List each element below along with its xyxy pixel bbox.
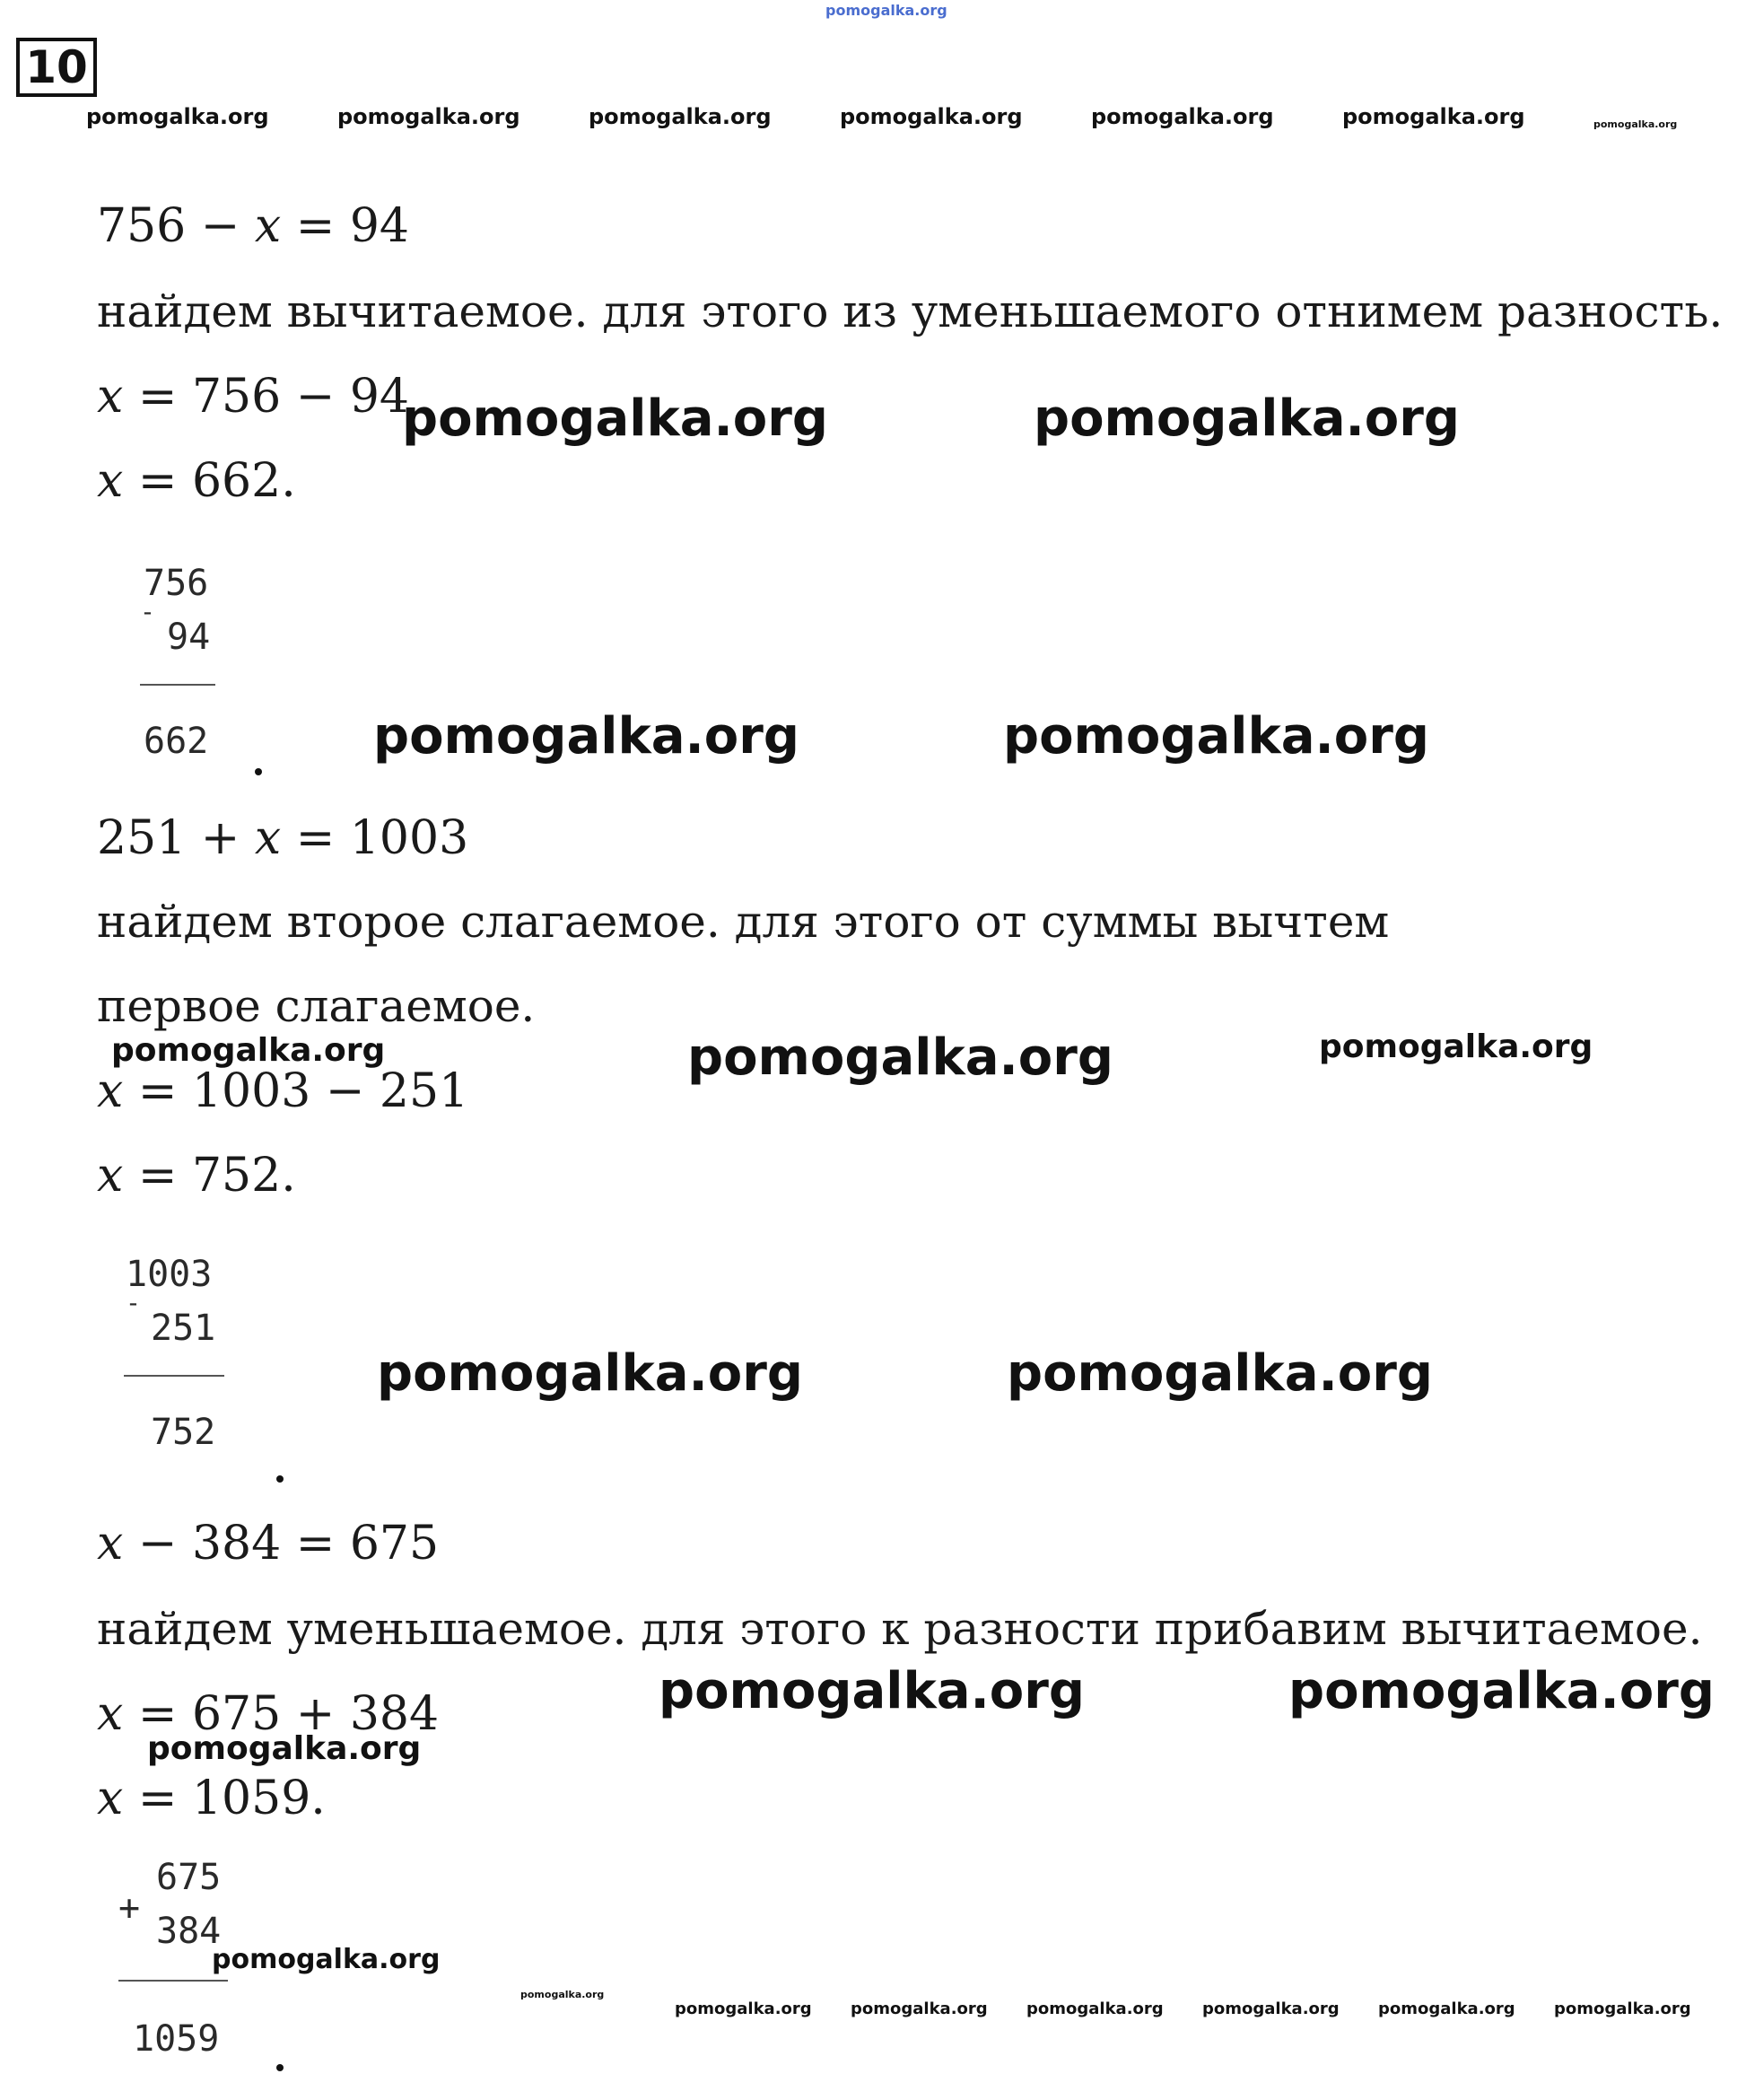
solution-step-3: x = 675 + 384 (97, 1687, 440, 1741)
watermark: pomogalka.org (1593, 118, 1678, 130)
watermark: pomogalka.org (373, 707, 799, 766)
column-rule (124, 1375, 224, 1377)
explanation-2-line-1: найдем второе слагаемое. для этого от суммы вычтем (97, 896, 1390, 948)
column-top-number: 1003 (126, 1254, 213, 1295)
column-result: 662 (144, 721, 209, 762)
watermark: pomogalka.org (687, 1028, 1113, 1087)
column-end-dot (255, 768, 262, 775)
column-top-number: 675 (156, 1857, 222, 1898)
explanation-1: найдем вычитаемое. для этого из уменьшаемого отнимем разность. (97, 285, 1724, 337)
watermark: pomogalka.org (851, 1999, 988, 2018)
watermark: pomogalka.org (1288, 1662, 1715, 1720)
column-end-dot (276, 2064, 284, 2071)
column-bottom-number: 251 (151, 1308, 216, 1349)
column-sign: - (140, 597, 155, 626)
watermark: pomogalka.org (1007, 1344, 1433, 1403)
column-result: 1059 (133, 2018, 220, 2060)
column-result: 752 (151, 1412, 216, 1453)
watermark: pomogalka.org (111, 1032, 386, 1069)
watermark: pomogalka.org (675, 1999, 812, 2018)
watermark: pomogalka.org (1378, 1999, 1515, 2018)
explanation-3: найдем уменьшаемое. для этого к разности прибавим вычитаемое. (97, 1603, 1703, 1655)
answer-2: x = 752. (97, 1149, 296, 1203)
answer-1: x = 662. (97, 454, 296, 508)
watermark: pomogalka.org (1554, 1999, 1691, 2018)
watermark: pomogalka.org (147, 1730, 422, 1767)
column-sign: - (126, 1288, 141, 1317)
solution-step-1: x = 756 − 94 (97, 370, 410, 424)
watermark: pomogalka.org (377, 1344, 803, 1403)
column-bottom-number: 384 (156, 1911, 222, 1952)
watermark: pomogalka.org (337, 104, 520, 129)
watermark: pomogalka.org (86, 104, 269, 129)
column-bottom-number: 94 (167, 617, 211, 658)
watermark: pomogalka.org (1342, 104, 1525, 129)
watermark: pomogalka.org (1319, 1028, 1593, 1065)
watermark: pomogalka.org (840, 104, 1023, 129)
equation-2: 251 + x = 1003 (97, 811, 469, 865)
watermark: pomogalka.org (1091, 104, 1274, 129)
watermark: pomogalka.org (402, 389, 828, 448)
column-rule (140, 684, 215, 686)
watermark: pomogalka.org (659, 1662, 1085, 1720)
explanation-2-line-2: первое слагаемое. (97, 980, 536, 1032)
watermark: pomogalka.org (212, 1944, 441, 1975)
watermark: pomogalka.org (1202, 1999, 1340, 2018)
watermark: pomogalka.org (1034, 389, 1460, 448)
task-number-box: 10 (16, 38, 97, 97)
column-end-dot (276, 1475, 284, 1483)
column-top-number: 756 (144, 563, 209, 604)
equation-3: x − 384 = 675 (97, 1517, 440, 1571)
equation-1: 756 − x = 94 (97, 199, 410, 253)
answer-3: x = 1059. (97, 1772, 326, 1825)
column-rule (118, 1980, 228, 1982)
watermark: pomogalka.org (589, 104, 772, 129)
watermark: pomogalka.org (1026, 1999, 1164, 2018)
watermark: pomogalka.org (520, 1989, 605, 2000)
watermark-header: pomogalka.org (825, 2, 947, 19)
solution-step-2: x = 1003 − 251 (97, 1064, 469, 1118)
watermark: pomogalka.org (1003, 707, 1429, 766)
column-sign: + (118, 1887, 141, 1929)
